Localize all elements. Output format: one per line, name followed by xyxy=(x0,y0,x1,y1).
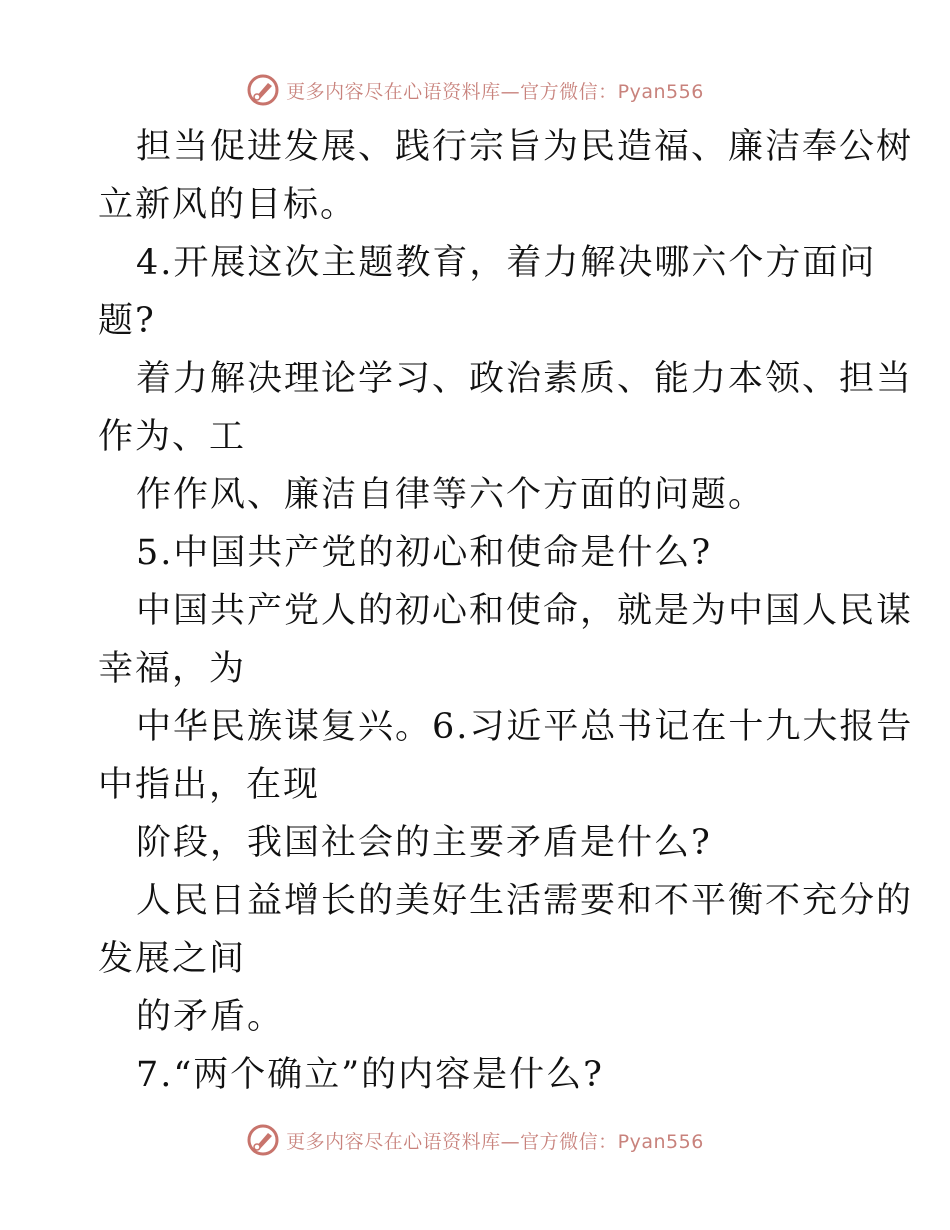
text-line: 发展之间 xyxy=(98,939,247,979)
text-line: 作作风、廉洁自律等六个方面的问题。 xyxy=(136,475,766,515)
header-banner xyxy=(0,70,950,110)
pen-logo-icon xyxy=(246,1123,280,1157)
text-line: 幸福，为 xyxy=(98,649,247,689)
question-heading: 5.中国共产党的初心和使命是什么? xyxy=(136,533,713,573)
footer-banner-text: 更多内容尽在心语资料库—官方微信：Pyan556 xyxy=(286,1130,704,1153)
pen-logo-icon xyxy=(246,73,280,107)
question-heading: 4.开展这次主题教育，着力解决哪六个方面问 xyxy=(136,243,877,283)
text-line: 立新风的目标。 xyxy=(98,185,358,225)
text-line: 担当促进发展、践行宗旨为民造福、廉洁奉公树 xyxy=(136,127,914,167)
text-line: 阶段，我国社会的主要矛盾是什么? xyxy=(136,823,712,863)
header-banner-text: 更多内容尽在心语资料库—官方微信：Pyan556 xyxy=(286,80,704,103)
text-line: 题? xyxy=(98,301,156,341)
document-body xyxy=(98,118,914,1104)
question-heading: 7.“两个确立”的内容是什么? xyxy=(136,1055,604,1095)
text-line: 作为、工 xyxy=(98,417,247,457)
text-line: 的矛盾。 xyxy=(136,997,285,1037)
text-line: 中华民族谋复兴。6.习近平总书记在十九大报告 xyxy=(136,707,914,747)
footer-banner xyxy=(0,1120,950,1160)
answer-text: 中国共产党人的初心和使命，就是为中国人民谋 xyxy=(136,591,914,631)
text-line: 中指出，在现 xyxy=(98,765,321,805)
answer-text: 着力解决理论学习、政治素质、能力本领、担当 xyxy=(136,359,914,399)
answer-text: 人民日益增长的美好生活需要和不平衡不充分的 xyxy=(136,881,914,921)
